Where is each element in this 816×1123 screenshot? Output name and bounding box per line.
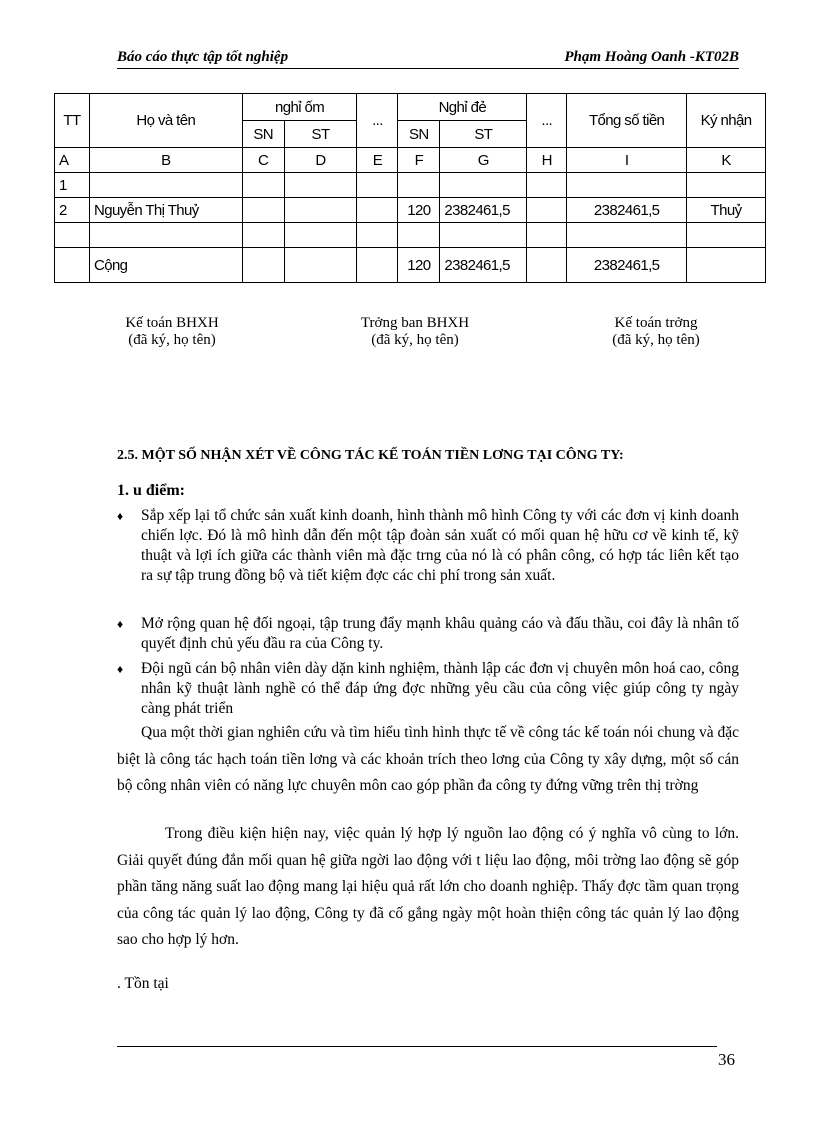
cell-dots-2 (527, 248, 567, 283)
col-sick-st-header: ST (284, 121, 357, 148)
cell-maternity-sn: 120 (398, 248, 440, 283)
cell-maternity-sn (398, 223, 440, 248)
insurance-payment-table (54, 93, 766, 283)
cell-maternity-st (440, 223, 527, 248)
cell-maternity-sn (398, 173, 440, 198)
signature-role: Trởng ban BHXH (360, 315, 470, 331)
cell-sign (687, 173, 766, 198)
code-cell: B (89, 148, 242, 173)
cell-total: 2382461,5 (567, 248, 687, 283)
cell-name: Cộng (89, 248, 242, 283)
header-report-title: Báo cáo thực tập tốt nghiệp (117, 49, 289, 65)
cell-sick-sn (242, 198, 284, 223)
footer-rule (117, 1046, 717, 1047)
section-title: 2.5. MỘT SỐ NHẬN XÉT VỀ CÔNG TÁC KẾ TOÁN TIỀN LƠNG TẠI CÔNG TY: (117, 448, 624, 463)
cell-tt: 2 (55, 198, 90, 223)
cell-sign (687, 223, 766, 248)
code-cell: A (55, 148, 90, 173)
col-sick-leave-header: nghỉ ốm (242, 94, 357, 121)
signature-note: (đã ký, họ tên) (128, 332, 216, 348)
diamond-bullet-icon: ♦ (117, 509, 124, 523)
paragraph-observation: Qua một thời gian nghiên cứu và tìm hiểu tình hình thực tế về công tác kế toán nói chung và đặc biệt là công tác hạch toán tiền lơng và các khoản trích theo lơng của Công ty xây dựng, một số cán bộ công nhân viên có năng lực chuyên môn cao góp phần đa công ty đứng vững trên thị trờng (117, 724, 739, 794)
col-tt-header: TT (55, 94, 90, 148)
cell-dots-2 (527, 223, 567, 248)
header-author: Phạm Hoàng Oanh -KT02B (564, 49, 739, 65)
code-cell: H (527, 148, 567, 173)
code-cell: E (357, 148, 398, 173)
table-row (55, 198, 766, 223)
signature-accountant-bhxh (112, 315, 232, 349)
cell-total (567, 173, 687, 198)
cell-sick-st (284, 248, 357, 283)
cell-name: Nguyễn Thị Thuỷ (89, 198, 242, 223)
signature-head-bhxh (340, 315, 490, 349)
code-cell: G (440, 148, 527, 173)
cell-maternity-st (440, 173, 527, 198)
bullet-item (117, 506, 739, 586)
paragraph-labor-management: Trong điều kiện hiện nay, việc quản lý hợp lý nguồn lao động có ý nghĩa vô cùng to lớn. Giải quyết đúng đắn mối quan hệ giữa ngời lao động với t liệu lao động, môi trờng lao động sẽ góp phần tăng năng suất lao động mang lại hiệu quả rất lớn cho doanh nghiệp. Thấy đợc tầm quan trọng của công tác quản lý lao động, Công ty đã cố gắng ngày một hoàn thiện công tác quản lý lao động sao cho hợp lý hơn. (117, 825, 739, 948)
cell-sick-sn (242, 223, 284, 248)
table-code-row (55, 148, 766, 173)
cell-sign (687, 248, 766, 283)
cell-tt (55, 223, 90, 248)
col-maternity-header: Nghỉ đẻ (398, 94, 527, 121)
cell-name (89, 173, 242, 198)
col-maternity-st-header: ST (440, 121, 527, 148)
cell-tt: 1 (55, 173, 90, 198)
cell-dots-1 (357, 198, 398, 223)
cell-sick-st (284, 173, 357, 198)
table-total-row (55, 248, 766, 283)
cell-dots-2 (527, 198, 567, 223)
cell-dots-1 (357, 248, 398, 283)
table-header-row-1 (55, 94, 766, 121)
page-number: 36 (718, 1050, 735, 1069)
cell-sign: Thuỷ (687, 198, 766, 223)
code-cell: C (242, 148, 284, 173)
code-cell: D (284, 148, 357, 173)
col-sick-sn-header: SN (242, 121, 284, 148)
diamond-bullet-icon: ♦ (117, 617, 124, 631)
bullet-item (117, 614, 739, 654)
col-dots-header-2: ... (527, 94, 567, 148)
page-header (117, 48, 739, 69)
bullet-text: Sắp xếp lại tổ chức sản xuất kinh doanh, hình thành mô hình Công ty với các đơn vị kinh doanh chiến lợc. Đó là mô hình dẫn đến một tập đoàn sản xuất có mối quan hệ hữu cơ về kinh tế, kỹ thuật và lợi ích giữa các thành viên mà đặc trng của nó là có phân công, có hợp tác liên kết tạo ra sự tập trung đồng bộ và tiết kiệm đợc các chi phí trong sản xuất. (141, 507, 739, 584)
table-row (55, 173, 766, 198)
signature-chief-accountant (596, 315, 716, 349)
cell-dots-1 (357, 223, 398, 248)
cell-maternity-st: 2382461,5 (440, 248, 527, 283)
bullet-item (117, 659, 739, 719)
subheading-advantages: 1. u điểm: (117, 482, 185, 499)
cell-sick-sn (242, 173, 284, 198)
col-maternity-sn-header: SN (398, 121, 440, 148)
col-name-header: Họ và tên (89, 94, 242, 148)
cell-total (567, 223, 687, 248)
bullet-text: Đội ngũ cán bộ nhân viên dày dặn kinh nghiệm, thành lập các đơn vị chuyên môn hoá cao, công nhân kỹ thuật lành nghề có thể đáp ứng đợc những yêu cầu của công việc giúp công ty ngày càng phát triển (141, 660, 739, 717)
subheading-limitations: . Tồn tại (117, 975, 169, 992)
cell-dots-2 (527, 173, 567, 198)
cell-total: 2382461,5 (567, 198, 687, 223)
signature-note: (đã ký, họ tên) (612, 332, 700, 348)
code-cell: I (567, 148, 687, 173)
signature-role: Kế toán trởng (614, 315, 698, 331)
cell-maternity-sn: 120 (398, 198, 440, 223)
cell-maternity-st: 2382461,5 (440, 198, 527, 223)
cell-name (89, 223, 242, 248)
table-row (55, 223, 766, 248)
cell-sick-st (284, 223, 357, 248)
code-cell: F (398, 148, 440, 173)
signature-note: (đã ký, họ tên) (371, 332, 459, 348)
col-dots-header-1: ... (357, 94, 398, 148)
col-sign-header: Ký nhận (687, 94, 766, 148)
cell-dots-1 (357, 173, 398, 198)
cell-sick-sn (242, 248, 284, 283)
diamond-bullet-icon: ♦ (117, 662, 124, 676)
cell-sick-st (284, 198, 357, 223)
bullet-text: Mở rộng quan hệ đối ngoại, tập trung đẩy mạnh khâu quảng cáo và đấu thầu, coi đây là nhân tố quyết định chủ yếu đầu ra của Công ty. (141, 615, 739, 652)
cell-tt (55, 248, 90, 283)
code-cell: K (687, 148, 766, 173)
signature-role: Kế toán BHXH (125, 315, 219, 331)
col-total-header: Tổng số tiền (567, 94, 687, 148)
